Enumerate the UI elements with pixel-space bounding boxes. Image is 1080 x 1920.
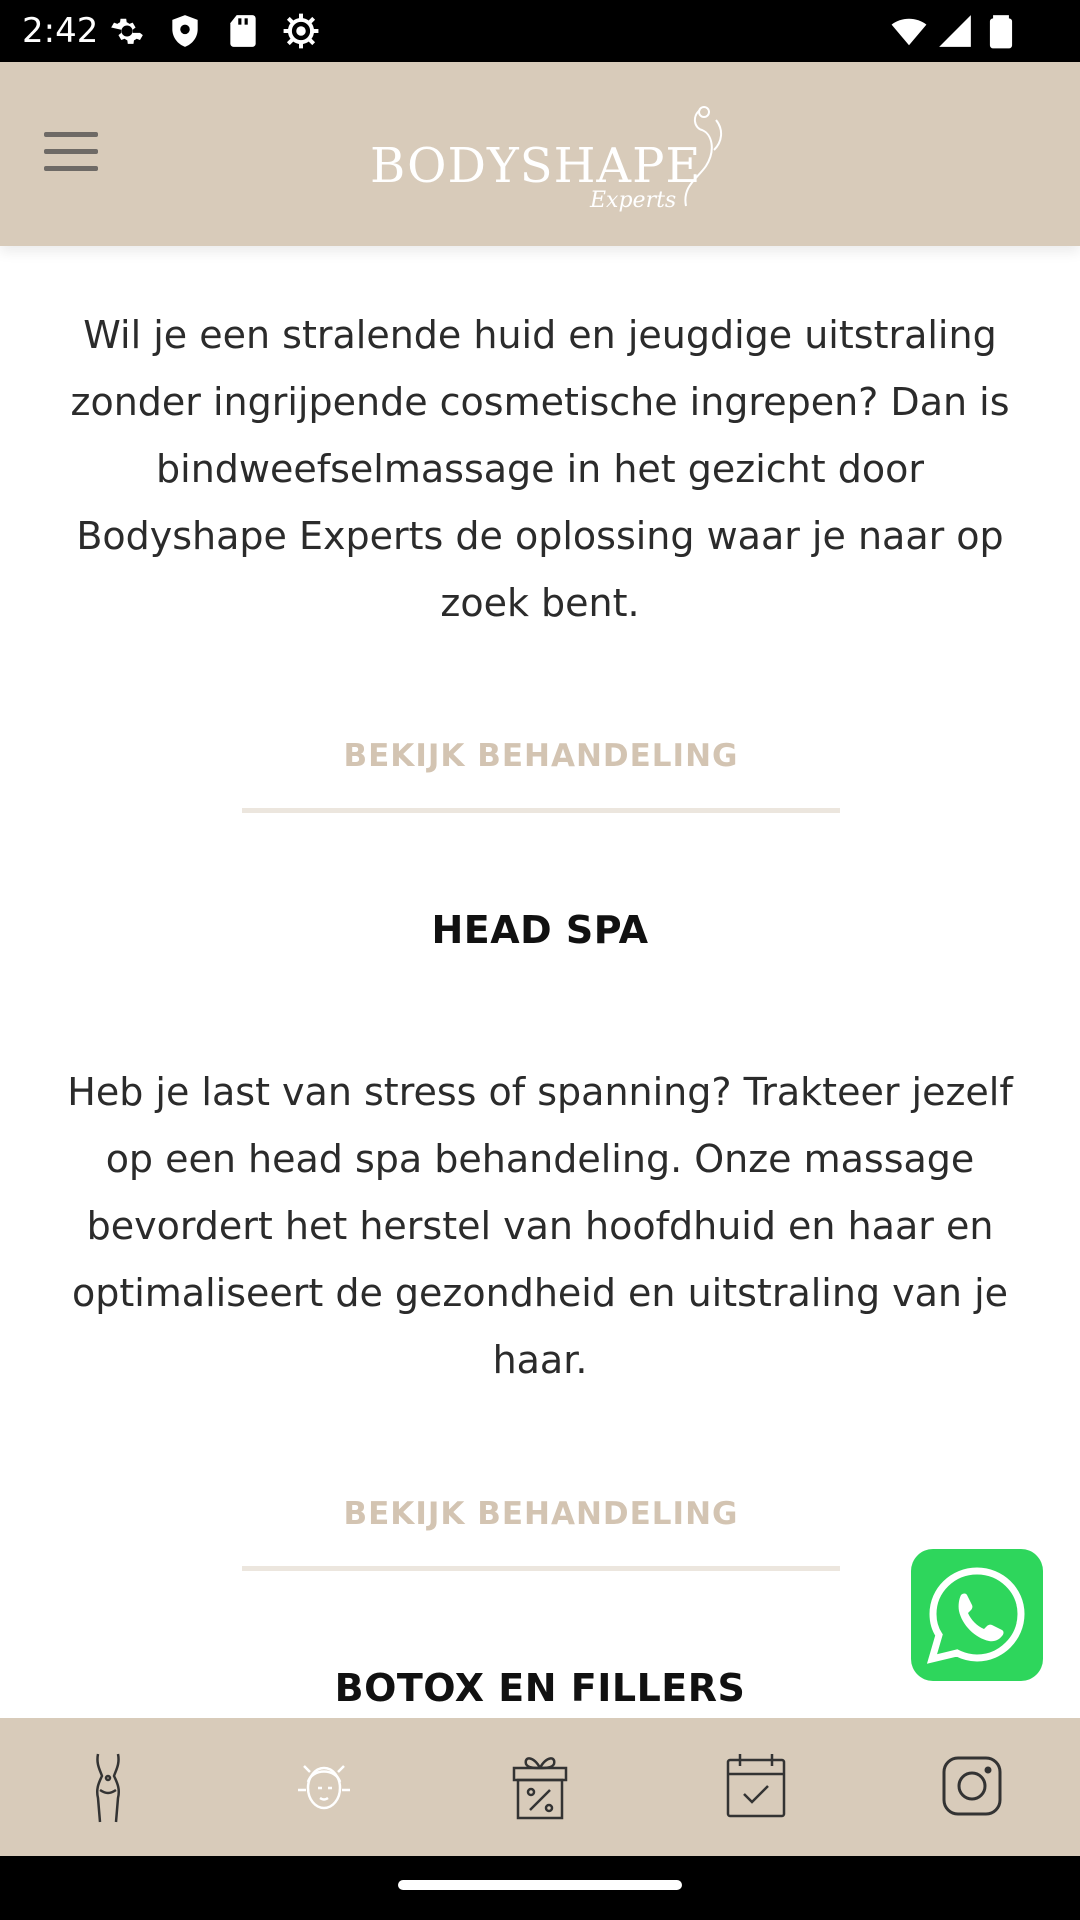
- app-header: [0, 62, 1080, 246]
- settings-gear-icon: [108, 12, 146, 50]
- main-content[interactable]: [0, 246, 1080, 1718]
- section-title-head-spa: HEAD SPA: [431, 908, 649, 952]
- body-treatment-icon[interactable]: [68, 1746, 148, 1826]
- wifi-icon: [888, 12, 930, 50]
- head-spa-paragraph: Heb je last van stress of spanning? Trakteer jezelf op een head spa behandeling. Onze massage bevordert het herstel van hoofdhuid en haar en optimaliseert de gezondheid en uitstraling van je haar.: [67, 1070, 1013, 1382]
- bodyshape-logo[interactable]: [360, 102, 740, 232]
- instagram-icon[interactable]: [932, 1746, 1012, 1826]
- shield-icon: [166, 12, 204, 50]
- status-time: 2:42: [22, 11, 99, 51]
- logo-text: BODYSHAPE: [370, 138, 702, 194]
- sync-icon: [282, 12, 320, 50]
- logo-figure-icon: [660, 102, 740, 232]
- cellular-signal-icon: [936, 12, 974, 50]
- whatsapp-button[interactable]: [911, 1549, 1043, 1681]
- logo-subtext: Experts: [590, 188, 677, 213]
- face-treatment-icon[interactable]: [284, 1746, 364, 1826]
- battery-icon: [982, 12, 1020, 50]
- sd-card-icon: [224, 12, 262, 50]
- section-title-botox-en-fillers: BOTOX EN FILLERS: [334, 1666, 746, 1710]
- hamburger-menu-icon[interactable]: [36, 126, 108, 178]
- calendar-check-icon[interactable]: [716, 1746, 796, 1826]
- bekijk-behandeling-link-2[interactable]: BEKIJK BEHANDELING: [242, 1496, 840, 1571]
- home-gesture-handle[interactable]: [398, 1880, 682, 1890]
- status-bar: [0, 0, 1080, 62]
- whatsapp-icon: [911, 1549, 1043, 1681]
- bottom-navigation: [0, 1718, 1080, 1856]
- bekijk-behandeling-link-1[interactable]: BEKIJK BEHANDELING: [242, 738, 840, 813]
- system-navigation-bar: [0, 1856, 1080, 1920]
- gift-discount-icon[interactable]: [500, 1746, 580, 1826]
- intro-paragraph: Wil je een stralende huid en jeugdige uitstraling zonder ingrijpende cosmetische ingrepen? Dan is bindweefselmassage in het gezicht door Bodyshape Experts de oplossing waar je naar op zoek bent.: [70, 313, 1010, 625]
